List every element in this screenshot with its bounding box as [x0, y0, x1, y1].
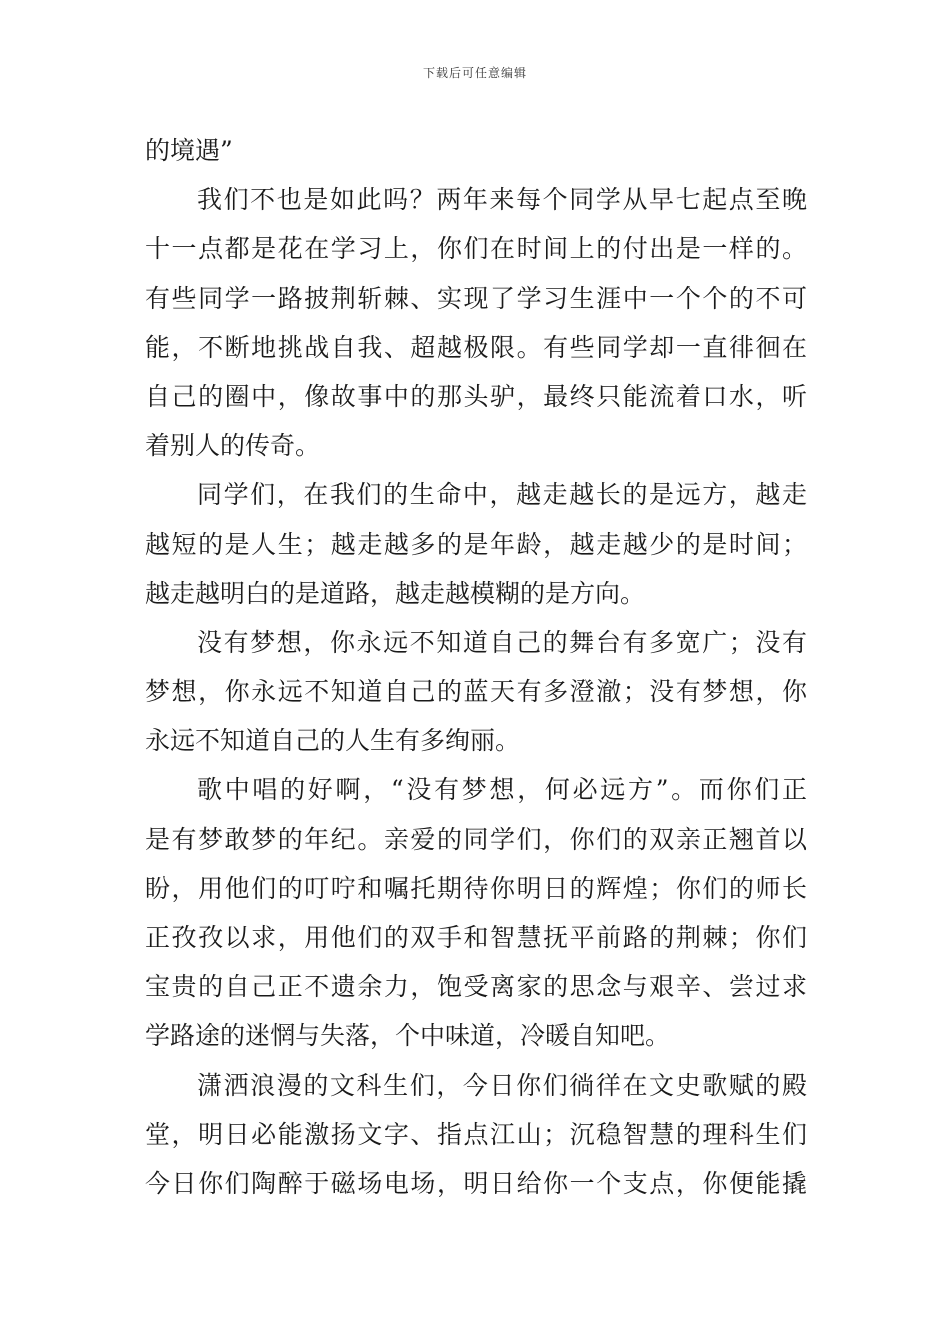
document-body: [145, 126, 807, 1208]
text-line: 梦想，你永远不知道自己的蓝天有多澄澈；没有梦想，你: [145, 677, 807, 707]
text-line: 宝贵的自己正不遗余力，饱受离家的思念与艰辛、尝过求: [145, 972, 807, 1002]
text-line: 潇洒浪漫的文科生们，今日你们徜徉在文史歌赋的殿: [197, 1070, 807, 1100]
text-line: 今日你们陶醉于磁场电场，明日给你一个支点，你便能撬: [145, 1168, 807, 1198]
text-line: 能，不断地挑战自我、超越极限。有些同学却一直徘徊在: [145, 332, 807, 362]
text-line: 着别人的传奇。: [145, 431, 321, 461]
text-line: 越短的是人生；越走越多的是年龄，越走越少的是时间；: [145, 529, 807, 559]
text-line: 同学们，在我们的生命中，越走越长的是远方，越走: [197, 480, 807, 510]
text-line: 十一点都是花在学习上，你们在时间上的付出是一样的。: [145, 234, 807, 264]
page-header-note: 下载后可任意编辑: [422, 66, 527, 80]
text-line: 越走越明白的是道路，越走越模糊的是方向。: [145, 578, 646, 608]
text-line: 是有梦敢梦的年纪。亲爱的同学们，你们的双亲正翘首以: [145, 824, 807, 854]
text-line: 自己的圈中，像故事中的那头驴，最终只能流着口水，听: [145, 381, 807, 411]
text-line: 永远不知道自己的人生有多绚丽。: [145, 726, 521, 756]
text-line: 我们不也是如此吗？两年来每个同学从早七起点至晚: [197, 185, 807, 215]
text-line: 有些同学一路披荆斩棘、实现了学习生涯中一个个的不可: [145, 283, 807, 313]
text-line: 没有梦想，你永远不知道自己的舞台有多宽广；没有: [197, 627, 807, 657]
text-line: 歌中唱的好啊，“没有梦想，何必远方”。而你们正: [197, 775, 807, 805]
text-line: 学路途的迷惘与失落，个中味道，冷暖自知吧。: [145, 1021, 671, 1051]
text-line: 正孜孜以求，用他们的双手和智慧抚平前路的荆棘；你们: [145, 923, 807, 952]
text-line: 堂，明日必能激扬文字、指点江山；沉稳智慧的理科生们: [145, 1119, 807, 1149]
text-line: 的境遇”: [145, 136, 233, 165]
text-line: 盼，用他们的叮咛和嘱托期待你明日的辉煌；你们的师长: [145, 873, 807, 903]
